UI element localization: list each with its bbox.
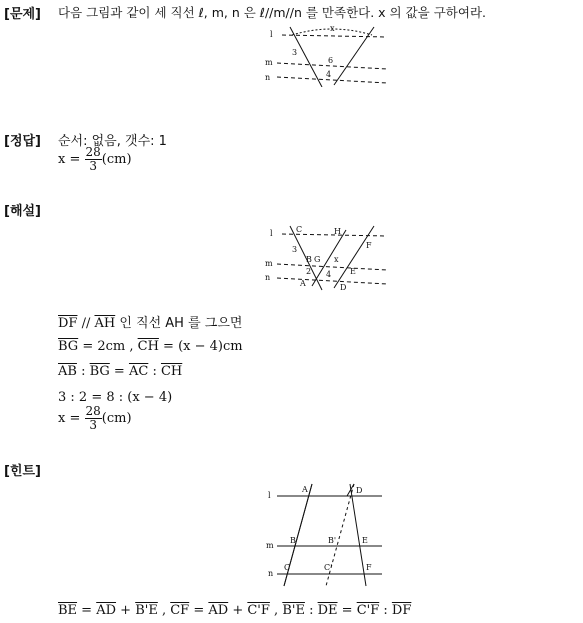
solution-line-4: 3 : 2 = 8 : (x − 4) (58, 390, 173, 405)
solution-numerator: 28 (85, 404, 101, 418)
sol-fig-A: A (300, 279, 306, 288)
solution-fraction (85, 405, 102, 432)
hint-fig-E: E (362, 536, 368, 545)
seg-bpe-2: B'E (282, 603, 305, 618)
answer-x-prefix: x = (58, 152, 81, 167)
hint-fig-Bp: B' (328, 536, 337, 545)
seg-bg-2: $\overline{BG}$ (89, 364, 110, 379)
seg-de: $\overline{DE}$ (317, 603, 338, 618)
hint-fig-n: n (268, 569, 274, 578)
answer-numerator: 28 (85, 145, 101, 159)
hint-fig-l: l (268, 491, 271, 500)
hint-header: [힌트] (4, 464, 41, 479)
hint-fig-B: B (290, 536, 296, 545)
sol-fig-2: 2 (306, 267, 312, 276)
sol-fig-D: D (340, 283, 347, 292)
seg-ah: $\overline{AH}$ (94, 316, 116, 331)
answer-header: [정답] (4, 134, 41, 149)
hint-formula: $\overline{BE} = \overline{AD} + B'E$ , $\overline{CF} = \overline{AD} + C'F$ , B'E : $\overline{DE} = C'F$ : $\overline{DF}$ (58, 603, 412, 618)
sol-fig-F: F (366, 241, 372, 250)
seg-cf: $\overline{CF}$ (170, 603, 190, 618)
hint-fig-D: D (356, 486, 363, 495)
sol-fig-x: x (334, 255, 339, 264)
answer-unit: (cm) (101, 152, 132, 167)
seg-be: $\overline{BE}$ (58, 603, 78, 618)
solution-line-2-rest: = (x − 4)cm (158, 339, 243, 354)
sol-fig-H: H (334, 227, 341, 236)
problem-header: [문제] (4, 7, 41, 22)
seg-ch-2: $\overline{CH}$ (160, 364, 183, 379)
seg-df-2: $\overline{DF}$ (391, 603, 412, 618)
fig-label-n: n (265, 73, 271, 82)
answer-order-line: 순서: 없음, 갯수: 1 (58, 134, 167, 149)
seg-ad: $\overline{AD}$ (96, 603, 117, 618)
hint-figure (262, 480, 392, 590)
solution-header: [해설] (4, 204, 41, 219)
fig-label-6: 6 (328, 56, 334, 65)
answer-formula (58, 146, 132, 173)
seg-ac: $\overline{AC}$ (128, 364, 149, 379)
solution-line-1-rest: 인 직선 AH 를 그으면 (115, 316, 243, 331)
seg-cpf: C'F (247, 603, 270, 618)
sol-fig-E: E (350, 267, 356, 276)
seg-df: $\overline{DF}$ (58, 316, 78, 331)
problem-figure (262, 25, 392, 87)
seg-bg: $\overline{BG}$ (58, 339, 79, 354)
hint-fig-m: m (266, 541, 274, 550)
fig-label-m: m (265, 58, 273, 67)
seg-ad-2: $\overline{AD}$ (208, 603, 229, 618)
sol-fig-m: m (265, 259, 273, 268)
seg-ab: $\overline{AB}$ (58, 364, 77, 379)
solution-formula (58, 405, 132, 432)
parallel-symbol: // (77, 316, 95, 331)
solution-x-prefix: x = (58, 411, 81, 426)
answer-fraction (85, 146, 102, 173)
sol-fig-B: B (306, 255, 312, 264)
solution-line-3: $\overline{AB}$ : $\overline{BG} = \overline{AC}$ : $\overline{CH}$ (58, 364, 183, 379)
solution-line-2-mid: = 2cm , (78, 339, 138, 354)
solution-unit: (cm) (101, 411, 132, 426)
hint-fig-A: A (302, 485, 308, 494)
hint-fig-Cp: C' (324, 563, 333, 572)
problem-text: 다음 그림과 같이 세 직선 ℓ, m, n 은 ℓ//m//n 를 만족한다. x 의 값을 구하여라. (58, 5, 486, 20)
seg-cpf-2: C'F (356, 603, 380, 618)
seg-bpe: B'E (135, 603, 158, 618)
fig-label-l: l (270, 30, 273, 39)
fig-label-4: 4 (326, 70, 332, 79)
sol-fig-3: 3 (292, 245, 298, 254)
solution-line-1 (58, 312, 242, 331)
hint-fig-F: F (366, 563, 372, 572)
sol-fig-G: G (314, 255, 321, 264)
fig-label-x: x (330, 25, 335, 33)
seg-ch: $\overline{CH}$ (137, 339, 159, 354)
sol-fig-C: C (296, 225, 303, 234)
sol-fig-l: l (270, 229, 273, 238)
sol-fig-n: n (265, 273, 271, 282)
fig-label-3: 3 (292, 48, 298, 57)
hint-fig-C: C (284, 563, 291, 572)
solution-denominator: 3 (89, 418, 97, 432)
solution-line-2 (58, 339, 243, 354)
solution-figure (262, 222, 392, 292)
sol-fig-4: 4 (326, 270, 332, 279)
answer-denominator: 3 (89, 159, 97, 173)
